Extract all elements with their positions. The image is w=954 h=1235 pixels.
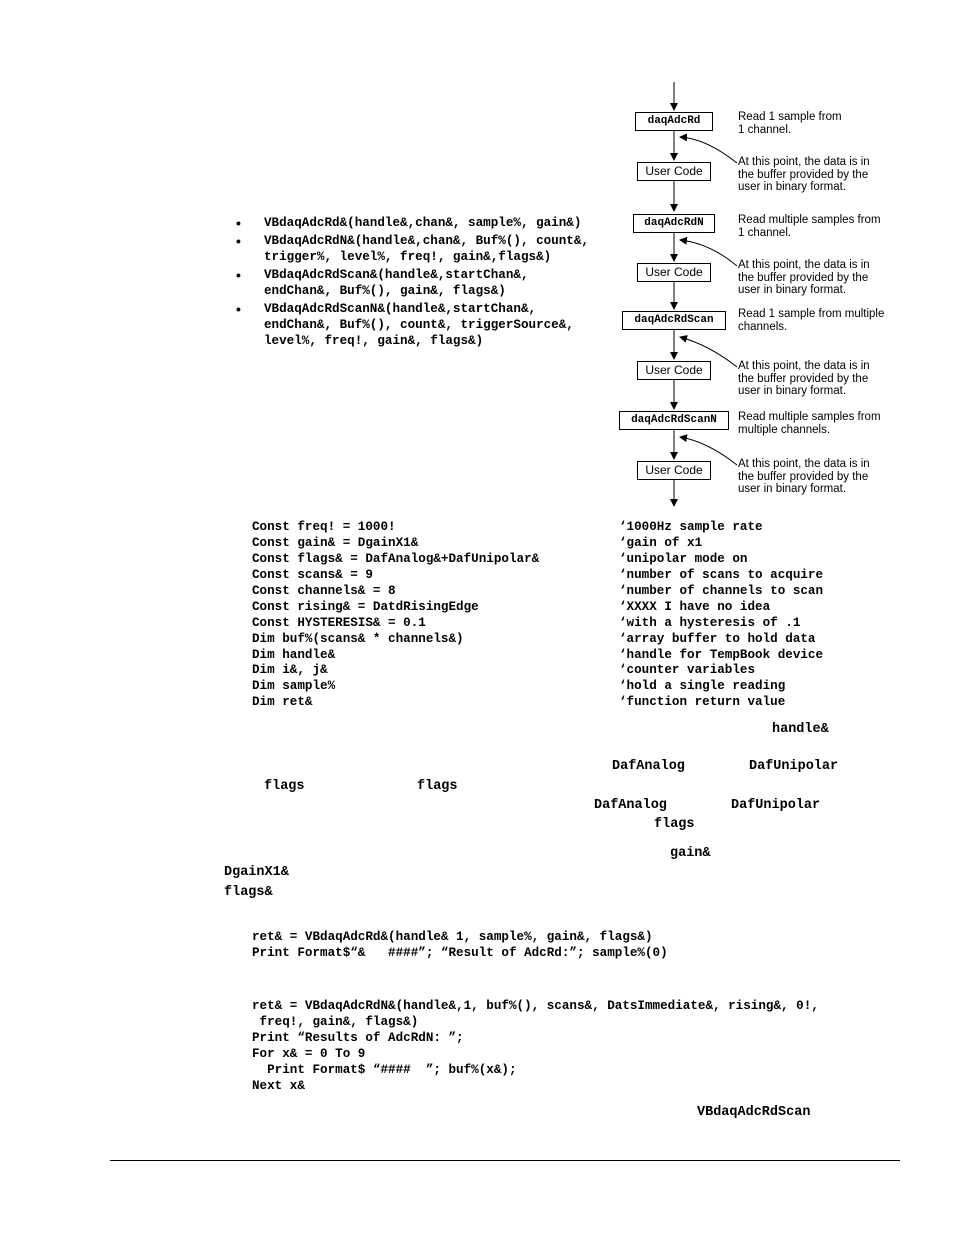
code-comment: ‘hold a single reading [619,679,786,693]
inline-code-flags: flags [264,779,305,794]
code-line: ret& = VBdaqAdcRd&(handle& 1, sample%, gain&, flags&) [252,930,653,944]
flow-box-user-code: User Code [637,263,711,282]
inline-code-flags: flags& [224,885,273,900]
flow-box-daqadcrdn: daqAdcRdN [633,214,715,233]
code-line: ret& = VBdaqAdcRdN&(handle&,1, buf%(), scans&, DatsImmediate&, rising&, 0!, [252,999,819,1013]
diagram-note: Read multiple samples from multiple channels. [738,411,881,436]
callout-arrow [680,137,737,163]
diagram-note: Read multiple samples from 1 channel. [738,214,881,239]
inline-code-dafanalog: DafAnalog [612,759,685,774]
inline-code-flags: flags [654,817,695,832]
code-line: freq!, gain&, flags&) [252,1015,419,1029]
flow-box-user-code: User Code [637,361,711,380]
code-comment: ‘function return value [619,695,786,709]
inline-code-dgainx1: DgainX1& [224,865,289,880]
code-line: Const channels& = 8 [252,584,396,598]
code-line: Const scans& = 9 [252,568,373,582]
code-line: Const flags& = DafAnalog&+DafUnipolar& [252,552,540,566]
code-line: Print “Results of AdcRdN: ”; [252,1031,464,1045]
code-comment: ‘unipolar mode on [619,552,748,566]
diagram-note: At this point, the data is in the buffer provided by the user in binary format. [738,360,870,397]
inline-code-dafanalog: DafAnalog [594,798,667,813]
code-comment: ‘1000Hz sample rate [619,520,763,534]
code-line: Dim handle& [252,648,336,662]
list-item: • VBdaqAdcRdScan&(handle&,startChan&, endChan&, Buf%(), gain&, flags&) [236,267,529,298]
code-line: Dim buf%(scans& * channels&) [252,632,464,646]
inline-code-vbdaqadcrdscan: VBdaqAdcRdScan [697,1105,811,1120]
code-line: Next x& [252,1079,305,1093]
inline-code-dafunipolar: DafUnipolar [731,798,821,813]
code-line: Const gain& = DgainX1& [252,536,419,550]
inline-code-dafunipolar: DafUnipolar [749,759,839,774]
code-line: For x& = 0 To 9 [252,1047,366,1061]
code-line: Const HYSTERESIS& = 0.1 [252,616,426,630]
inline-code-gain: gain& [670,846,711,861]
code-line: Dim ret& [252,695,313,709]
list-item: • VBdaqAdcRdN&(handle&,chan&, Buf%(), count&, trigger%, level%, freq!, gain&,flags&) [236,233,589,264]
code-line: Print Format$“& ####”; “Result of AdcRd:”; sample%(0) [252,946,668,960]
inline-code-flags: flags [417,779,458,794]
function-prototype-list [234,215,594,351]
diagram-note: At this point, the data is in the buffer provided by the user in binary format. [738,156,870,193]
flow-box-daqadcrd: daqAdcRd [635,112,713,131]
list-item: • VBdaqAdcRd&(handle&,chan&, sample%, gain&) [236,215,582,231]
code-comment: ‘counter variables [619,663,756,677]
code-comment: ‘XXXX I have no idea [619,600,771,614]
diagram-note: Read 1 sample from 1 channel. [738,111,842,136]
bullet-icon: • [236,215,241,231]
code-comment: ‘with a hysteresis of .1 [619,616,801,630]
code-line: Const freq! = 1000! [252,520,396,534]
footer-divider [110,1160,900,1161]
diagram-note: Read 1 sample from multiple channels. [738,308,885,333]
bullet-icon: • [236,267,241,283]
diagram-note: At this point, the data is in the buffer provided by the user in binary format. [738,458,870,495]
list-item: • VBdaqAdcRdScanN&(handle&,startChan&, endChan&, Buf%(), count&, triggerSource&, level%, freq!, gain&, flags&) [236,301,574,348]
inline-code-handle: handle& [772,722,829,737]
bullet-icon: • [236,301,241,317]
code-line: Dim sample% [252,679,336,693]
code-comment: ‘number of scans to acquire [619,568,824,582]
code-comment: ‘handle for TempBook device [619,648,824,662]
code-line: Print Format$ “#### ”; buf%(x&); [252,1063,517,1077]
flow-box-user-code: User Code [637,162,711,181]
code-comment: ‘array buffer to hold data [619,632,816,646]
flow-box-daqadcrdscann: daqAdcRdScanN [619,411,729,430]
code-comment: ‘number of channels to scan [619,584,824,598]
code-comment: ‘gain of x1 [619,536,703,550]
flow-box-daqadcrdscan: daqAdcRdScan [622,311,726,330]
diagram-note: At this point, the data is in the buffer provided by the user in binary format. [738,259,870,296]
code-line: Const rising& = DatdRisingEdge [252,600,479,614]
bullet-icon: • [236,233,241,249]
flow-box-user-code: User Code [637,461,711,480]
code-line: Dim i&, j& [252,663,328,677]
